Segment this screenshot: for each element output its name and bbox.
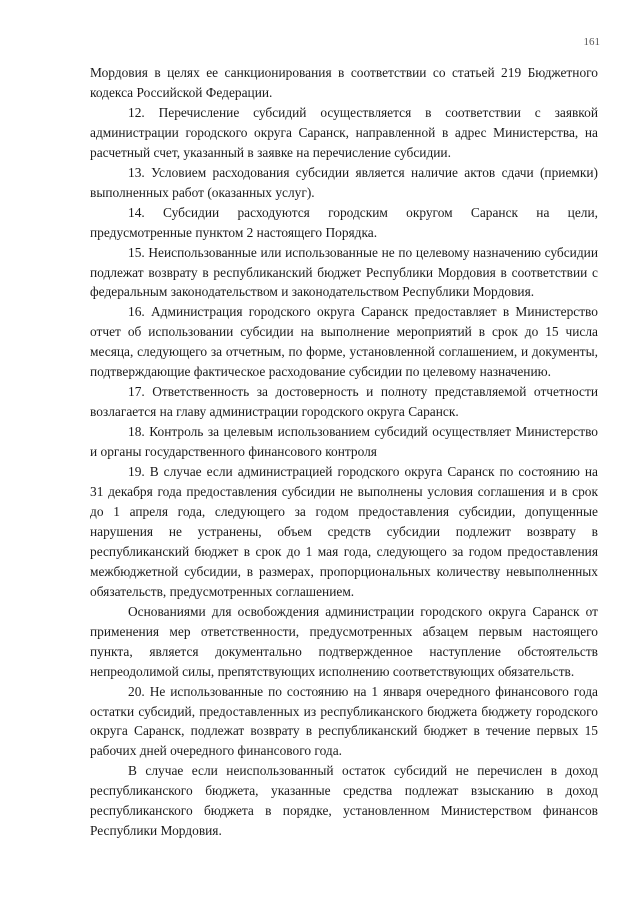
paragraph-continuation: Мордовия в целях ее санкционирования в соответствии со статьей 219 Бюджетного кодекса Российской Федерации. (90, 65, 598, 100)
paragraph-item-12: 12. Перечисление субсидий осуществляется в соответствии с заявкой администрации городского округа Саранск, направленной в адрес Министерства, на расчетный счет, указанный в заявке на перечисление субсидии. (90, 104, 598, 160)
document-body (90, 63, 598, 841)
paragraph-item-19: 19. В случае если администрацией городского округа Саранск по состоянию на 31 декабря года предоставления субсидии не выполнены условия соглашения и в срок до 1 апреля года, следующего за годом предоставления субсидии, допущенные нарушения не устранены, объем средств субсидии подлежит возврату в республиканский бюджет в срок до 1 мая года, следующего за годом предоставления межбюджетной субсидии, в размерах, пропорциональных количеству невыполненных обязательств, предусмотренных соглашением. (90, 464, 598, 599)
paragraph-item-13: 13. Условием расходования субсидии является наличие актов сдачи (приемки) выполненных работ (оказанных услуг). (90, 164, 598, 200)
paragraph-item-19-exemption: Основаниями для освобождения администрации городского округа Саранск от применения мер ответственности, предусмотренных абзацем первым настоящего пункта, является документально подтвержденное наступление обстоятельств непреодолимой силы, препятствующих исполнению соответствующих обязательств. (90, 603, 598, 679)
paragraph-item-17: 17. Ответственность за достоверность и полноту представляемой отчетности возлагается на главу администрации городского округа Саранск. (90, 384, 598, 420)
paragraph-item-15: 15. Неиспользованные или использованные не по целевому назначению субсидии подлежат возврату в республиканский бюджет Республики Мордовия в соответствии с федеральным законодательством и законодательством Республики Мордовия. (90, 244, 598, 300)
paragraph-item-20: 20. Не использованные по состоянию на 1 января очередного финансового года остатки субсидий, предоставленных из республиканского бюджета бюджету городского округа Саранск, подлежат возврату в республиканский бюджет в течение первых 15 рабочих дней очередного финансового года. (90, 683, 598, 759)
paragraph-item-14: 14. Субсидии расходуются городским округом Саранск на цели, предусмотренные пунктом 2 настоящего Порядка. (90, 204, 598, 240)
page-number: 161 (583, 36, 600, 48)
paragraph-item-16: 16. Администрация городского округа Саранск предоставляет в Министерство отчет об использовании субсидии на выполнение мероприятий в срок до 15 числа месяца, следующего за отчетным, по форме, установленной соглашением, и документы, подтверждающие фактическое расходование субсидии по целевому назначению. (90, 304, 598, 380)
paragraph-item-20-recovery: В случае если неиспользованный остаток субсидий не перечислен в доход республиканского бюджета, указанные средства подлежат взысканию в доход республиканского бюджета в порядке, установленном Министерством финансов Республики Мордовия. (90, 763, 598, 839)
paragraph-item-18: 18. Контроль за целевым использованием субсидий осуществляет Министерство и органы государственного финансового контроля (90, 424, 598, 460)
